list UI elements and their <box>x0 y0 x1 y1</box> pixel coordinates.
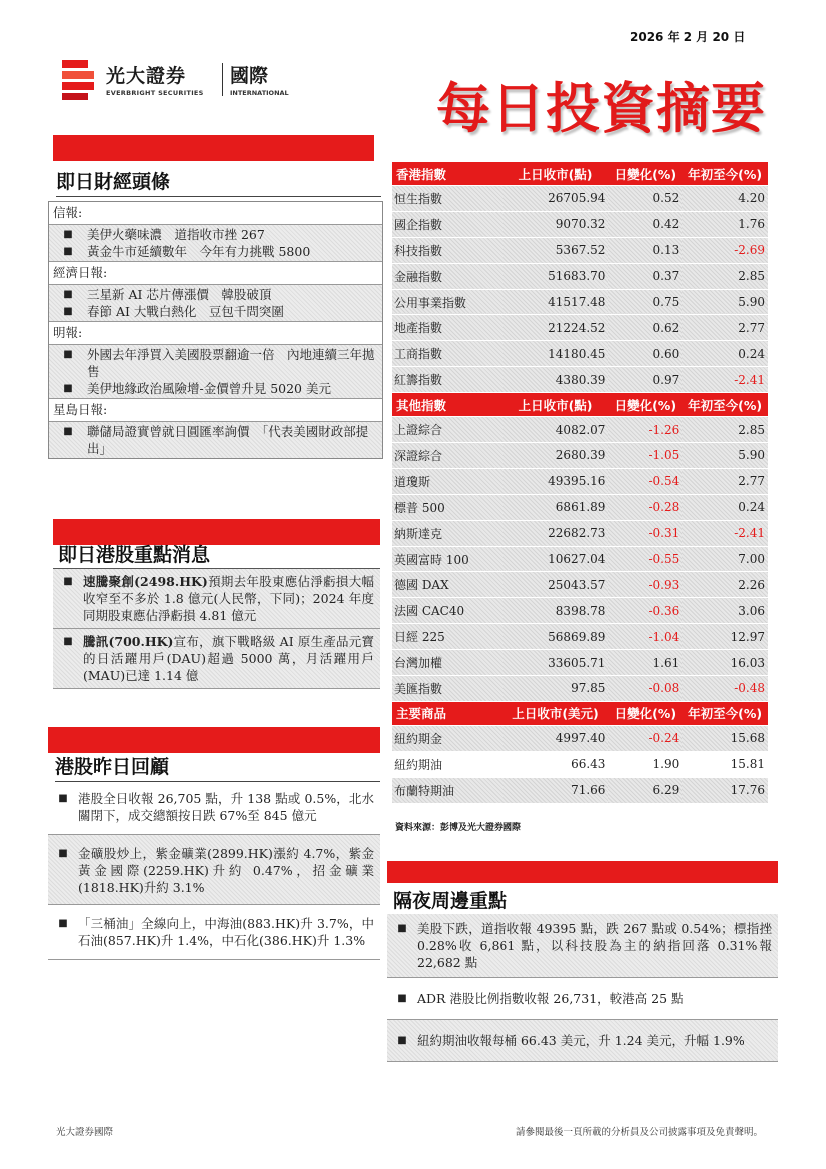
hk-review-title: 港股昨日回顧 <box>55 752 380 782</box>
table-cell: 2.85 <box>682 417 768 443</box>
table-cell: 上證綜合 <box>392 417 503 443</box>
table-cell: 納斯達克 <box>392 520 503 546</box>
table-cell: 66.43 <box>503 751 609 777</box>
headline-item: ■ 美伊地緣政治風險增-金價曾升見 5020 美元 <box>63 381 331 396</box>
table-row <box>392 237 768 263</box>
table-cell: 5.90 <box>682 289 768 315</box>
table-header-cell: 其他指數 <box>392 393 503 417</box>
table-header-cell: 上日收市(美元) <box>503 701 609 725</box>
table-cell: 4380.39 <box>503 367 609 393</box>
table-header-cell: 年初至今(%) <box>682 393 768 417</box>
table-cell: 49395.16 <box>503 468 609 494</box>
overnight-list <box>387 914 778 1062</box>
headline-item: ■ 三星新 AI 芯片傳漲價 韓股破頂 <box>63 287 272 302</box>
headline-items <box>49 225 382 262</box>
table-cell: 8398.78 <box>503 598 609 624</box>
table-header-row <box>392 393 768 417</box>
table-header-cell: 年初至今(%) <box>682 162 768 186</box>
table-header-cell: 日變化(%) <box>608 393 682 417</box>
table-cell: -0.54 <box>608 468 682 494</box>
table-cell: 台灣加權 <box>392 650 503 676</box>
table-row <box>392 777 768 803</box>
table-cell: -1.04 <box>608 624 682 650</box>
table-cell: 21224.52 <box>503 315 609 341</box>
table-cell: -0.28 <box>608 494 682 520</box>
table-cell: 4997.40 <box>503 725 609 751</box>
table-cell: -0.24 <box>608 725 682 751</box>
table-row <box>392 546 768 572</box>
table-header-cell: 主要商品 <box>392 701 503 725</box>
list-item: ■ 港股全日收報 26,705 點，升 138 點或 0.5%，北水關閉下，成交總額按日跌 67%至 845 億元 <box>48 784 380 835</box>
table-row <box>392 417 768 443</box>
table-cell: 9070.32 <box>503 211 609 237</box>
hk-news-title: 即日港股重點消息 <box>58 544 211 566</box>
table-cell: 0.13 <box>608 237 682 263</box>
table-row <box>392 751 768 777</box>
table-cell: 0.42 <box>608 211 682 237</box>
table-cell: 紐約期油 <box>392 751 503 777</box>
logo-text-en-intl: INTERNATIONAL <box>230 89 289 97</box>
table-row <box>392 315 768 341</box>
table-header-cell: 年初至今(%) <box>682 701 768 725</box>
table-row <box>392 676 768 702</box>
table-row <box>392 494 768 520</box>
table-row <box>392 725 768 751</box>
table-cell: 97.85 <box>503 676 609 702</box>
table-cell: 7.00 <box>682 546 768 572</box>
table-cell: -2.41 <box>682 520 768 546</box>
hk-review-list <box>48 784 380 960</box>
table-cell: 5367.52 <box>503 237 609 263</box>
headlines-title: 即日財經頭條 <box>56 167 381 197</box>
table-cell: 紐約期金 <box>392 725 503 751</box>
table-cell: 2680.39 <box>503 443 609 469</box>
table-cell: -1.26 <box>608 417 682 443</box>
table-row <box>392 624 768 650</box>
table-cell: -0.31 <box>608 520 682 546</box>
table-cell: -1.05 <box>608 443 682 469</box>
table-cell: 26705.94 <box>503 186 609 212</box>
section-red-bar <box>387 861 778 883</box>
table-row <box>392 468 768 494</box>
table-cell: -2.41 <box>682 367 768 393</box>
table-cell: 51683.70 <box>503 263 609 289</box>
table-cell: 國企指數 <box>392 211 503 237</box>
report-title: 每日投資摘要 <box>436 77 766 140</box>
headlines-box <box>48 201 383 459</box>
table-cell: 0.75 <box>608 289 682 315</box>
table-cell: 英國富時 100 <box>392 546 503 572</box>
headline-item: ■ 聯儲局證實曾就日圓匯率詢價 「代表美國財政部提出」 <box>63 424 369 456</box>
list-item: ■ 速騰聚創(2498.HK)預期去年股東應佔淨虧損大幅收窄至不多於 1.8 億元(人民幣，下同)；2024 年度同期股東應佔淨虧損 4.81 億元 <box>53 569 380 629</box>
table-row <box>392 289 768 315</box>
table-cell: -0.36 <box>608 598 682 624</box>
footer-disclaimer: 請參閱最後一頁所載的分析員及公司披露事項及免責聲明。 <box>516 1127 764 1138</box>
list-item: ■ ADR 港股比例指數收報 26,731，較港高 25 點 <box>387 978 778 1020</box>
logo-divider <box>222 63 223 96</box>
table-cell: 14180.45 <box>503 341 609 367</box>
table-row <box>392 572 768 598</box>
headline-items <box>49 345 382 399</box>
headline-source: 信報: <box>49 202 382 225</box>
table-cell: 深證綜合 <box>392 443 503 469</box>
table-cell: 17.76 <box>682 777 768 803</box>
table-header-cell: 日變化(%) <box>608 162 682 186</box>
table-cell: 地產指數 <box>392 315 503 341</box>
table-row <box>392 341 768 367</box>
table-cell: -0.93 <box>608 572 682 598</box>
table-row <box>392 443 768 469</box>
table-cell: 0.24 <box>682 341 768 367</box>
table-row <box>392 520 768 546</box>
table-cell: 1.90 <box>608 751 682 777</box>
table-cell: 2.77 <box>682 315 768 341</box>
table-cell: -0.48 <box>682 676 768 702</box>
table-header-cell: 日變化(%) <box>608 701 682 725</box>
table-cell: 12.97 <box>682 624 768 650</box>
table-header-row <box>392 701 768 725</box>
headline-items <box>49 422 382 458</box>
list-item: ■ 「三桶油」全線向上，中海油(883.HK)升 3.7%，中石油(857.HK)升 1.4%，中石化(386.HK)升 1.3% <box>48 905 380 960</box>
table-cell: 德國 DAX <box>392 572 503 598</box>
table-cell: 美匯指數 <box>392 676 503 702</box>
list-item: ■ 金礦股炒上，紫金礦業(2899.HK)漲約 4.7%，紫金黃金國際(2259.HK)升約 0.47%，招金礦業(1818.HK)升約 3.1% <box>48 835 380 905</box>
table-cell: 0.24 <box>682 494 768 520</box>
table-row <box>392 650 768 676</box>
table-cell: 0.37 <box>608 263 682 289</box>
headline-item: ■ 黃金牛市延續數年 今年有力挑戰 5800 <box>63 244 311 259</box>
table-cell: 16.03 <box>682 650 768 676</box>
markets-source-note: 資料來源：彭博及光大證券國際 <box>395 823 522 833</box>
markets-table <box>392 162 768 804</box>
table-cell: 1.61 <box>608 650 682 676</box>
table-cell: 日經 225 <box>392 624 503 650</box>
table-cell: 4.20 <box>682 186 768 212</box>
headline-items <box>49 285 382 322</box>
table-cell: 22682.73 <box>503 520 609 546</box>
headline-item: ■ 外國去年淨買入美國股票翻逾一倍 內地連續三年拋售 <box>63 347 375 379</box>
table-cell: 公用事業指數 <box>392 289 503 315</box>
headline-source: 星島日報: <box>49 399 382 422</box>
section-red-bar <box>53 135 374 161</box>
table-cell: 2.77 <box>682 468 768 494</box>
table-cell: 1.76 <box>682 211 768 237</box>
list-item: ■ 美股下跌，道指收報 49395 點，跌 267 點或 0.54%；標指挫 0.28%收 6,861 點，以科技股為主的納指回落 0.31%報 22,682 點 <box>387 914 778 978</box>
table-cell: -2.69 <box>682 237 768 263</box>
table-row <box>392 367 768 393</box>
table-cell: 25043.57 <box>503 572 609 598</box>
table-cell: 恒生指數 <box>392 186 503 212</box>
table-cell: 5.90 <box>682 443 768 469</box>
headline-source: 明報: <box>49 322 382 345</box>
headline-item: ■ 美伊火藥味濃 道指收市挫 267 <box>63 227 265 242</box>
logo-text-en: EVERBRIGHT SECURITIES <box>106 89 204 97</box>
table-cell: 2.26 <box>682 572 768 598</box>
table-cell: -0.55 <box>608 546 682 572</box>
table-cell: 41517.48 <box>503 289 609 315</box>
table-cell: 工商指數 <box>392 341 503 367</box>
table-cell: 6.29 <box>608 777 682 803</box>
table-header-cell: 香港指數 <box>392 162 503 186</box>
table-cell: 0.97 <box>608 367 682 393</box>
table-cell: 紅籌指數 <box>392 367 503 393</box>
table-cell: 6861.89 <box>503 494 609 520</box>
table-cell: 15.81 <box>682 751 768 777</box>
table-cell: 布蘭特期油 <box>392 777 503 803</box>
table-header-cell: 上日收市(點) <box>503 393 609 417</box>
table-cell: 33605.71 <box>503 650 609 676</box>
table-cell: 道瓊斯 <box>392 468 503 494</box>
table-cell: 0.52 <box>608 186 682 212</box>
table-cell: 0.62 <box>608 315 682 341</box>
overnight-title: 隔夜周邊重點 <box>393 886 778 916</box>
table-cell: -0.08 <box>608 676 682 702</box>
list-item: ■ 紐約期油收報每桶 66.43 美元，升 1.24 美元，升幅 1.9% <box>387 1020 778 1062</box>
table-cell: 科技指數 <box>392 237 503 263</box>
table-header-cell: 上日收市(點) <box>503 162 609 186</box>
table-cell: 15.68 <box>682 725 768 751</box>
hk-news-list <box>53 568 380 689</box>
table-header-row <box>392 162 768 186</box>
table-cell: 10627.04 <box>503 546 609 572</box>
table-cell: 71.66 <box>503 777 609 803</box>
report-date: 2026 年 2 月 20 日 <box>630 30 746 44</box>
footer-company: 光大證券國際 <box>56 1127 114 1138</box>
headline-item: ■ 春節 AI 大戰白熱化 豆包千問突圍 <box>63 304 284 319</box>
table-cell: 法國 CAC40 <box>392 598 503 624</box>
table-cell: 56869.89 <box>503 624 609 650</box>
table-cell: 4082.07 <box>503 417 609 443</box>
table-row <box>392 186 768 212</box>
table-cell: 標普 500 <box>392 494 503 520</box>
table-cell: 3.06 <box>682 598 768 624</box>
table-cell: 2.85 <box>682 263 768 289</box>
logo-text-cn-intl: 國際 <box>230 65 269 87</box>
everbright-logo-icon <box>60 60 100 100</box>
table-row <box>392 598 768 624</box>
table-row <box>392 211 768 237</box>
logo-text-cn: 光大證券 <box>106 65 187 87</box>
headline-source: 經濟日報: <box>49 262 382 285</box>
table-cell: 0.60 <box>608 341 682 367</box>
table-cell: 金融指數 <box>392 263 503 289</box>
table-row <box>392 263 768 289</box>
list-item: ■ 騰訊(700.HK)宣布，旗下戰略級 AI 原生產品元寶的日活躍用戶(DAU)超過 5000 萬，月活躍用戶(MAU)已達 1.14 億 <box>53 629 380 689</box>
section-red-bar <box>48 727 380 753</box>
